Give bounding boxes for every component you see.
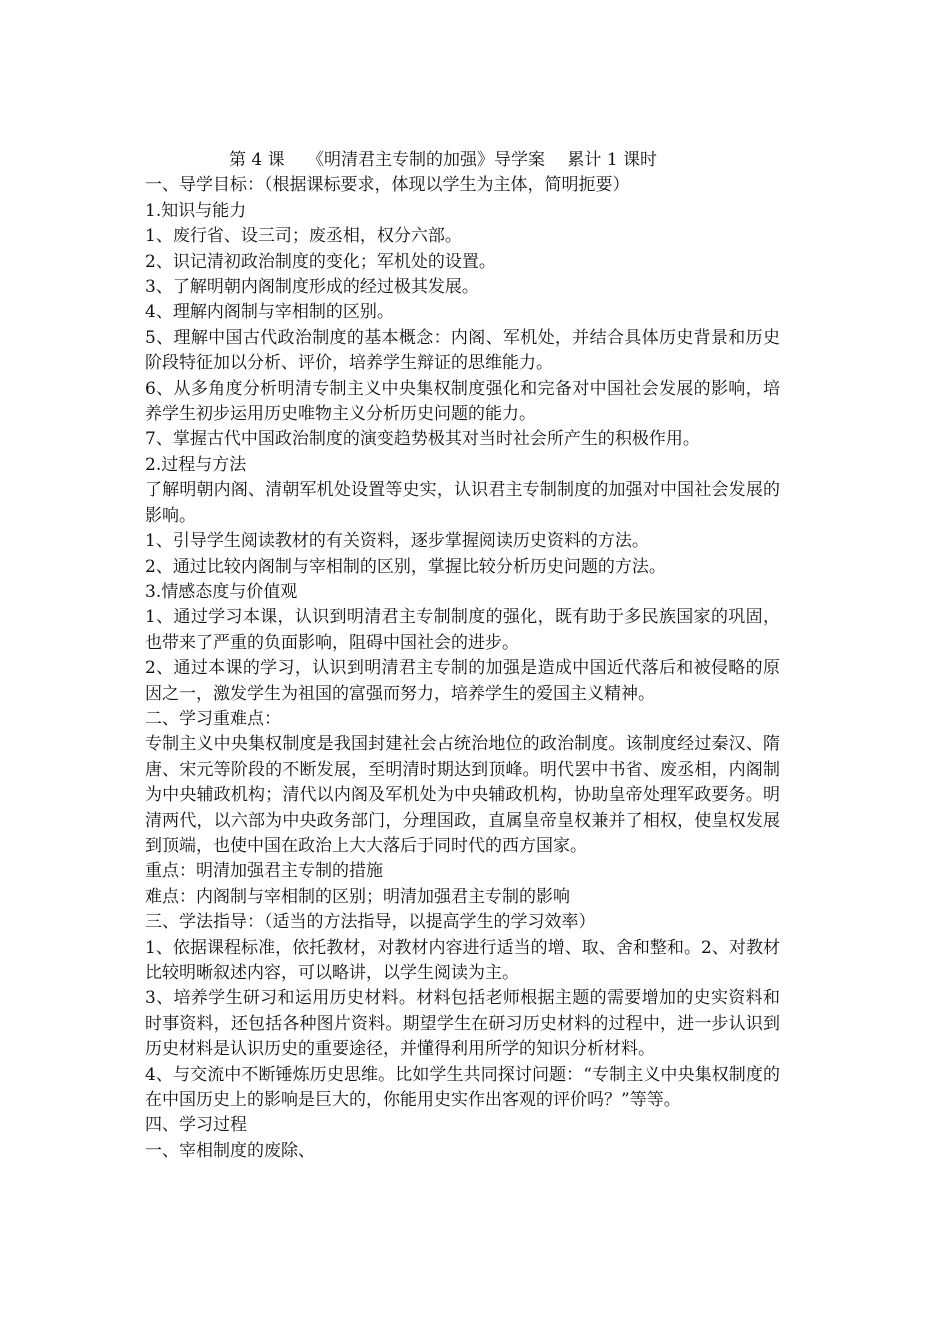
list-item: 3、了解明朝内阁制度形成的经过极其发展。	[145, 277, 479, 298]
document-page	[145, 148, 780, 1164]
lesson-title: 第 4 课 《明清君主专制的加强》导学案 累计 1 课时	[229, 150, 658, 170]
list-item: 4、理解内阁制与宰相制的区别。	[145, 302, 394, 323]
section-heading: 二、学习重难点：	[145, 708, 281, 729]
section-heading: 三、学法指导：（适当的方法指导，以提高学生的学习效率）	[145, 912, 596, 933]
list-item: 1、废行省、设三司；废丞相，权分六部。	[145, 226, 462, 247]
body-paragraph: 了解明朝内阁、清朝军机处设置等史实，认识君主专制制度的加强对中国社会发展的影响。	[145, 480, 780, 526]
list-item: 3、培养学生研习和运用历史材料。材料包括老师根据主题的需要增加的史实资料和时事资料，还包括各种图片资料。期望学生在研习历史材料的过程中，进一步认识到历史材料是认识历史的重要途径，并懂得利用所学的知识分析材料。	[145, 988, 780, 1060]
list-item: 1、依据课程标准，依托教材，对教材内容进行适当的增、取、舍和整和。2、对教材比较明晰叙述内容，可以略讲，以学生阅读为主。	[145, 937, 780, 983]
subsection-heading: 一、宰相制度的废除、	[145, 1140, 315, 1161]
list-item: 4、与交流中不断锤炼历史思维。比如学生共同探讨问题：“专制主义中央集权制度的在中国历史上的影响是巨大的，你能用史实作出客观的评价吗？”等等。	[145, 1064, 780, 1111]
list-item: 2、识记清初政治制度的变化；军机处的设置。	[145, 251, 496, 272]
subsection-heading: 3.情感态度与价值观	[145, 581, 298, 602]
key-point: 重点：明清加强君主专制的措施	[145, 861, 383, 882]
section-heading: 一、导学目标：（根据课标要求，体现以学生为主体，简明扼要）	[145, 175, 630, 196]
subsection-heading: 1.知识与能力	[145, 200, 247, 221]
list-item: 1、引导学生阅读教材的有关资料，逐步掌握阅读历史资料的方法。	[145, 531, 649, 552]
list-item: 7、掌握古代中国政治制度的演变趋势极其对当时社会所产生的积极作用。	[145, 429, 700, 450]
list-item: 1、通过学习本课，认识到明清君主专制制度的强化，既有助于多民族国家的巩固，也带来了严重的负面影响，阻碍中国社会的进步。	[145, 607, 780, 653]
list-item: 2、通过本课的学习，认识到明清君主专制的加强是造成中国近代落后和被侵略的原因之一，激发学生为祖国的富强而努力，培养学生的爱国主义精神。	[145, 658, 780, 704]
subsection-heading: 2.过程与方法	[145, 454, 247, 475]
list-item: 6、从多角度分析明清专制主义中央集权制度强化和完备对中国社会发展的影响，培养学生初步运用历史唯物主义分析历史问题的能力。	[145, 378, 780, 425]
difficult-point: 难点：内阁制与宰相制的区别；明清加强君主专制的影响	[145, 886, 570, 907]
body-paragraph: 专制主义中央集权制度是我国封建社会占统治地位的政治制度。该制度经过秦汉、隋唐、宋元等阶段的不断发展，至明清时期达到顶峰。明代罢中书省、废丞相，内阁制为中央辅政机构；清代以内阁及军机处为中央辅政机构，协助皇帝处理军政要务。明清两代，以六部为中央政务部门，分理国政，直属皇帝皇权兼并了相权，使皇权发展到顶端，也使中国在政治上大大落后于同时代的西方国家。	[145, 734, 780, 856]
list-item: 5、理解中国古代政治制度的基本概念：内阁、军机处，并结合具体历史背景和历史阶段特征加以分析、评价，培养学生辩证的思维能力。	[145, 327, 780, 374]
list-item: 2、通过比较内阁制与宰相制的区别，掌握比较分析历史问题的方法。	[145, 556, 666, 577]
section-heading: 四、学习过程	[145, 1115, 247, 1136]
